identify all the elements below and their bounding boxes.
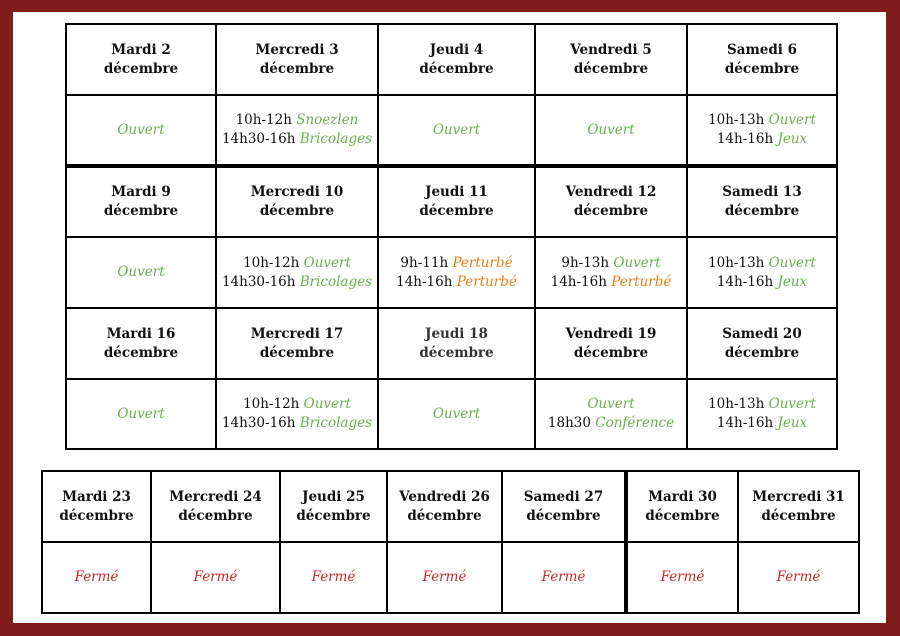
closed-status: Fermé	[776, 569, 821, 585]
day-header-row	[66, 24, 837, 95]
closed-status: Fermé	[422, 569, 467, 585]
day-header: Mercredi 10 décembre	[216, 166, 378, 237]
day-header: Mardi 30 décembre	[626, 471, 738, 542]
day-header: Samedi 13 décembre	[687, 166, 837, 237]
day-schedule	[502, 542, 626, 613]
day-schedule: 10h-13h Ouvert 14h-16h Jeux	[687, 237, 837, 308]
day-schedule-row	[66, 95, 837, 166]
day-header: Mardi 2 décembre	[66, 24, 216, 95]
schedule-page	[13, 12, 886, 623]
schedule-grid-holidays	[41, 470, 860, 614]
day-schedule: Ouvert	[378, 95, 535, 166]
day-header: Vendredi 19 décembre	[535, 308, 687, 379]
schedule-grid-weeks	[65, 23, 838, 450]
day-schedule: Ouvert	[66, 379, 216, 449]
day-header: Vendredi 12 décembre	[535, 166, 687, 237]
day-header: Jeudi 11 décembre	[378, 166, 535, 237]
day-header: Jeudi 4 décembre	[378, 24, 535, 95]
day-schedule	[738, 542, 859, 613]
day-header: Mercredi 24 décembre	[151, 471, 280, 542]
day-header: Mardi 23 décembre	[42, 471, 151, 542]
day-header-row	[66, 308, 837, 379]
closed-status: Fermé	[311, 569, 356, 585]
day-schedule-row	[42, 542, 859, 613]
day-schedule: Ouvert	[535, 95, 687, 166]
day-header: Samedi 27 décembre	[502, 471, 626, 542]
day-header: Mardi 9 décembre	[66, 166, 216, 237]
day-header: Vendredi 26 décembre	[387, 471, 502, 542]
day-schedule: Ouvert	[66, 237, 216, 308]
day-schedule: 10h-13h Ouvert 14h-16h Jeux	[687, 379, 837, 449]
day-schedule	[151, 542, 280, 613]
day-schedule	[626, 542, 738, 613]
closed-status: Fermé	[660, 569, 705, 585]
day-header: Vendredi 5 décembre	[535, 24, 687, 95]
day-schedule: 10h-12h Ouvert 14h30-16h Bricolages	[216, 237, 378, 308]
day-header: Jeudi 25 décembre	[280, 471, 387, 542]
day-header: Mercredi 3 décembre	[216, 24, 378, 95]
closed-status: Fermé	[541, 569, 586, 585]
day-schedule: 9h-11h Perturbé 14h-16h Perturbé	[378, 237, 535, 308]
day-header: Jeudi 18 décembre	[378, 308, 535, 379]
day-schedule: Ouvert	[66, 95, 216, 166]
day-header: Mardi 16 décembre	[66, 308, 216, 379]
day-schedule	[280, 542, 387, 613]
day-header: Samedi 6 décembre	[687, 24, 837, 95]
day-header: Mercredi 17 décembre	[216, 308, 378, 379]
day-schedule: 10h-12h Ouvert 14h30-16h Bricolages	[216, 379, 378, 449]
closed-status: Fermé	[74, 569, 119, 585]
day-header-row	[42, 471, 859, 542]
day-schedule: 9h-13h Ouvert 14h-16h Perturbé	[535, 237, 687, 308]
day-schedule	[42, 542, 151, 613]
day-header: Mercredi 31 décembre	[738, 471, 859, 542]
day-schedule: 10h-13h Ouvert 14h-16h Jeux	[687, 95, 837, 166]
closed-status: Fermé	[193, 569, 238, 585]
day-schedule-row	[66, 379, 837, 449]
day-schedule	[387, 542, 502, 613]
day-schedule: 10h-12h Snoezlen 14h30-16h Bricolages	[216, 95, 378, 166]
day-schedule: Ouvert 18h30 Conférence	[535, 379, 687, 449]
day-header-row	[66, 166, 837, 237]
day-schedule: Ouvert	[378, 379, 535, 449]
day-header: Samedi 20 décembre	[687, 308, 837, 379]
day-schedule-row	[66, 237, 837, 308]
